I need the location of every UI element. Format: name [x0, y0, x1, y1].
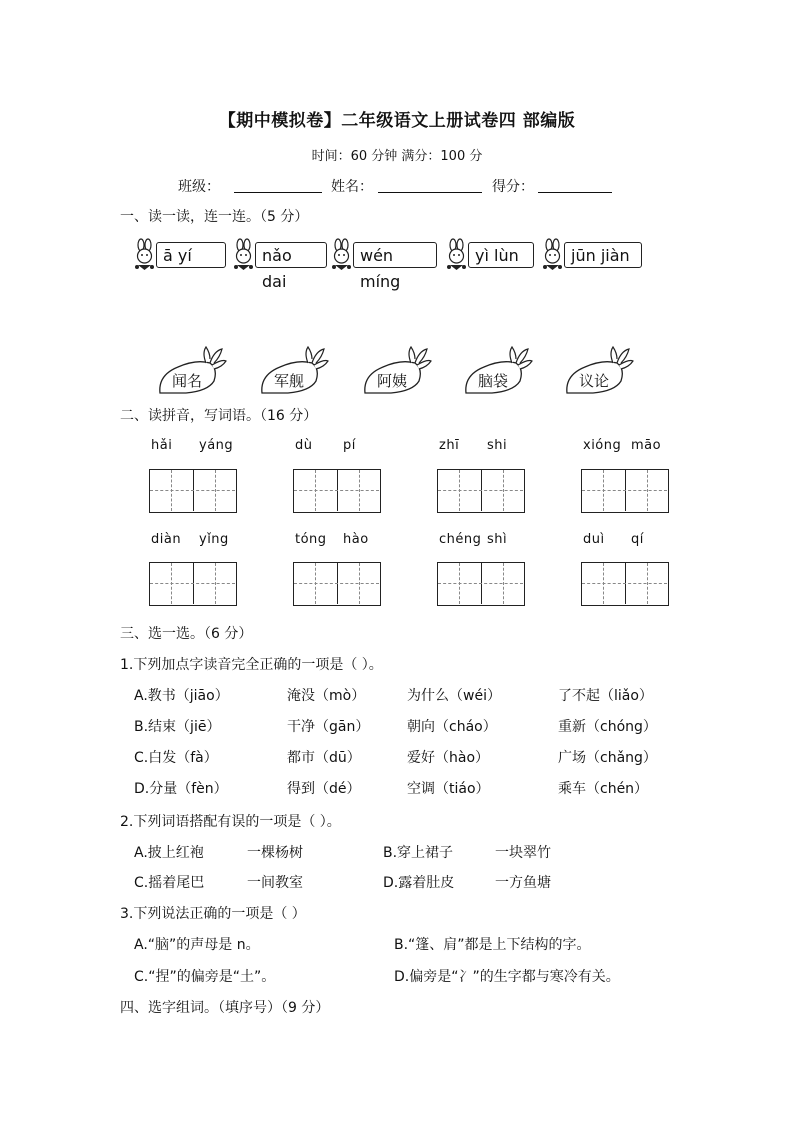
q1-option: 广场（chǎng） [558, 750, 657, 766]
question-1-stem: 1.下列加点字读音完全正确的一项是（ ）。 [120, 657, 383, 673]
radish-word-card[interactable] [563, 345, 635, 397]
writing-grid[interactable] [581, 562, 669, 606]
q2-option: B.穿上裙子 [383, 845, 454, 861]
section-2-heading: 二、读拼音，写词语。（16 分） [120, 408, 318, 424]
name-label: 姓名： [331, 179, 373, 195]
pinyin-syllable: māo [631, 438, 662, 453]
q1-option: C.白发（fà） [134, 750, 218, 766]
q3-option: C.“捏”的偏旁是“土”。 [134, 969, 276, 985]
q2-option: A.披上红袍 [134, 845, 204, 861]
q2-option: D.露着肚皮 [383, 875, 455, 891]
writing-grid[interactable] [437, 562, 525, 606]
q2-option: 一棵杨树 [247, 845, 303, 861]
question-3-stem: 3.下列说法正确的一项是（ ） [120, 906, 306, 922]
pinyin-syllable: diàn [151, 532, 182, 547]
pinyin-card[interactable] [444, 238, 536, 272]
q1-option: 淹没（mò） [287, 688, 366, 704]
pinyin-syllable: zhī [439, 438, 460, 453]
section-4-heading: 四、选字组词。（填序号）（9 分） [120, 1000, 330, 1016]
section-1-heading: 一、读一读，连一连。（5 分） [120, 209, 309, 225]
writing-grid[interactable] [293, 469, 381, 513]
pinyin-syllable: dù [295, 438, 313, 453]
radish-word-card[interactable] [156, 345, 228, 397]
q2-option: 一间教室 [247, 875, 303, 891]
pinyin-syllable: hǎi [151, 438, 173, 453]
bunny-icon [540, 238, 566, 272]
q1-option: 干净（gān） [287, 719, 370, 735]
radish-word: 阿姨 [376, 372, 407, 390]
pinyin-card-text: jūn jiàn [564, 242, 642, 268]
pinyin-syllable: chéng [439, 532, 482, 547]
q3-option: D.偏旁是“冫”的生字都与寒冷有关。 [394, 969, 620, 985]
q1-option: 爱好（hào） [407, 750, 490, 766]
q1-option: A.教书（jiāo） [134, 688, 229, 704]
q1-option: 得到（dé） [287, 781, 361, 797]
bunny-icon [444, 238, 470, 272]
q1-option: 乘车（chén） [558, 781, 649, 797]
bunny-icon [329, 238, 355, 272]
writing-grid[interactable] [293, 562, 381, 606]
q1-option: 为什么（wéi） [407, 688, 501, 704]
section-3-heading: 三、选一选。（6 分） [120, 626, 253, 642]
q2-option: C.摇着尾巴 [134, 875, 205, 891]
pinyin-syllable: yáng [199, 438, 234, 453]
pinyin-card[interactable] [540, 238, 644, 272]
pinyin-syllable: yǐng [199, 532, 229, 547]
pinyin-card[interactable] [329, 238, 439, 291]
name-field[interactable] [378, 178, 482, 193]
q1-option: 空调（tiáo） [407, 781, 490, 797]
q3-option: A.“脑”的声母是 n。 [134, 937, 260, 953]
pinyin-syllable: duì [583, 532, 605, 547]
score-label: 得分： [492, 179, 534, 195]
q1-option: 了不起（liǎo） [558, 688, 653, 704]
question-2-stem: 2.下列词语搭配有误的一项是（ ）。 [120, 814, 341, 830]
pinyin-syllable: xióng [583, 438, 622, 453]
radish-word-card[interactable] [361, 345, 433, 397]
page-title: 【期中模拟卷】二年级语文上册试卷四 部编版 [218, 111, 576, 131]
pinyin-card[interactable] [231, 238, 329, 291]
class-label: 班级： [178, 179, 220, 195]
bunny-icon [132, 238, 158, 272]
class-field[interactable] [234, 178, 322, 193]
radish-word: 脑袋 [477, 372, 508, 390]
exam-meta: 时间：60 分钟 满分：100 分 [311, 149, 483, 164]
writing-grid[interactable] [149, 562, 237, 606]
pinyin-syllable: shi [487, 438, 508, 453]
q1-option: 重新（chóng） [558, 719, 657, 735]
pinyin-card[interactable] [132, 238, 228, 272]
score-field[interactable] [538, 178, 612, 193]
writing-grid[interactable] [581, 469, 669, 513]
q1-option: B.结束（jiē） [134, 719, 221, 735]
radish-word: 议论 [578, 372, 609, 390]
radish-word-card[interactable] [462, 345, 534, 397]
pinyin-card-text: nǎo dai [255, 242, 327, 268]
pinyin-syllable: qí [631, 532, 644, 547]
q1-option: 朝向（cháo） [407, 719, 497, 735]
q1-option: 都市（dū） [287, 750, 361, 766]
q1-option: D.分量（fèn） [134, 781, 228, 797]
writing-grid[interactable] [437, 469, 525, 513]
writing-grid[interactable] [149, 469, 237, 513]
pinyin-card-text: wén míng [353, 242, 437, 268]
pinyin-syllable: pí [343, 438, 356, 453]
radish-word: 闻名 [171, 372, 202, 390]
q2-option: 一方鱼塘 [495, 875, 551, 891]
pinyin-syllable: tóng [295, 532, 327, 547]
q2-option: 一块翠竹 [495, 845, 551, 861]
pinyin-card-text: yì lùn [468, 242, 534, 268]
pinyin-syllable: hào [343, 532, 369, 547]
radish-word: 军舰 [273, 372, 304, 390]
radish-word-card[interactable] [258, 345, 330, 397]
pinyin-card-text: ā yí [156, 242, 226, 268]
bunny-icon [231, 238, 257, 272]
q3-option: B.“篷、肩”都是上下结构的字。 [394, 937, 591, 953]
pinyin-syllable: shì [487, 532, 508, 547]
